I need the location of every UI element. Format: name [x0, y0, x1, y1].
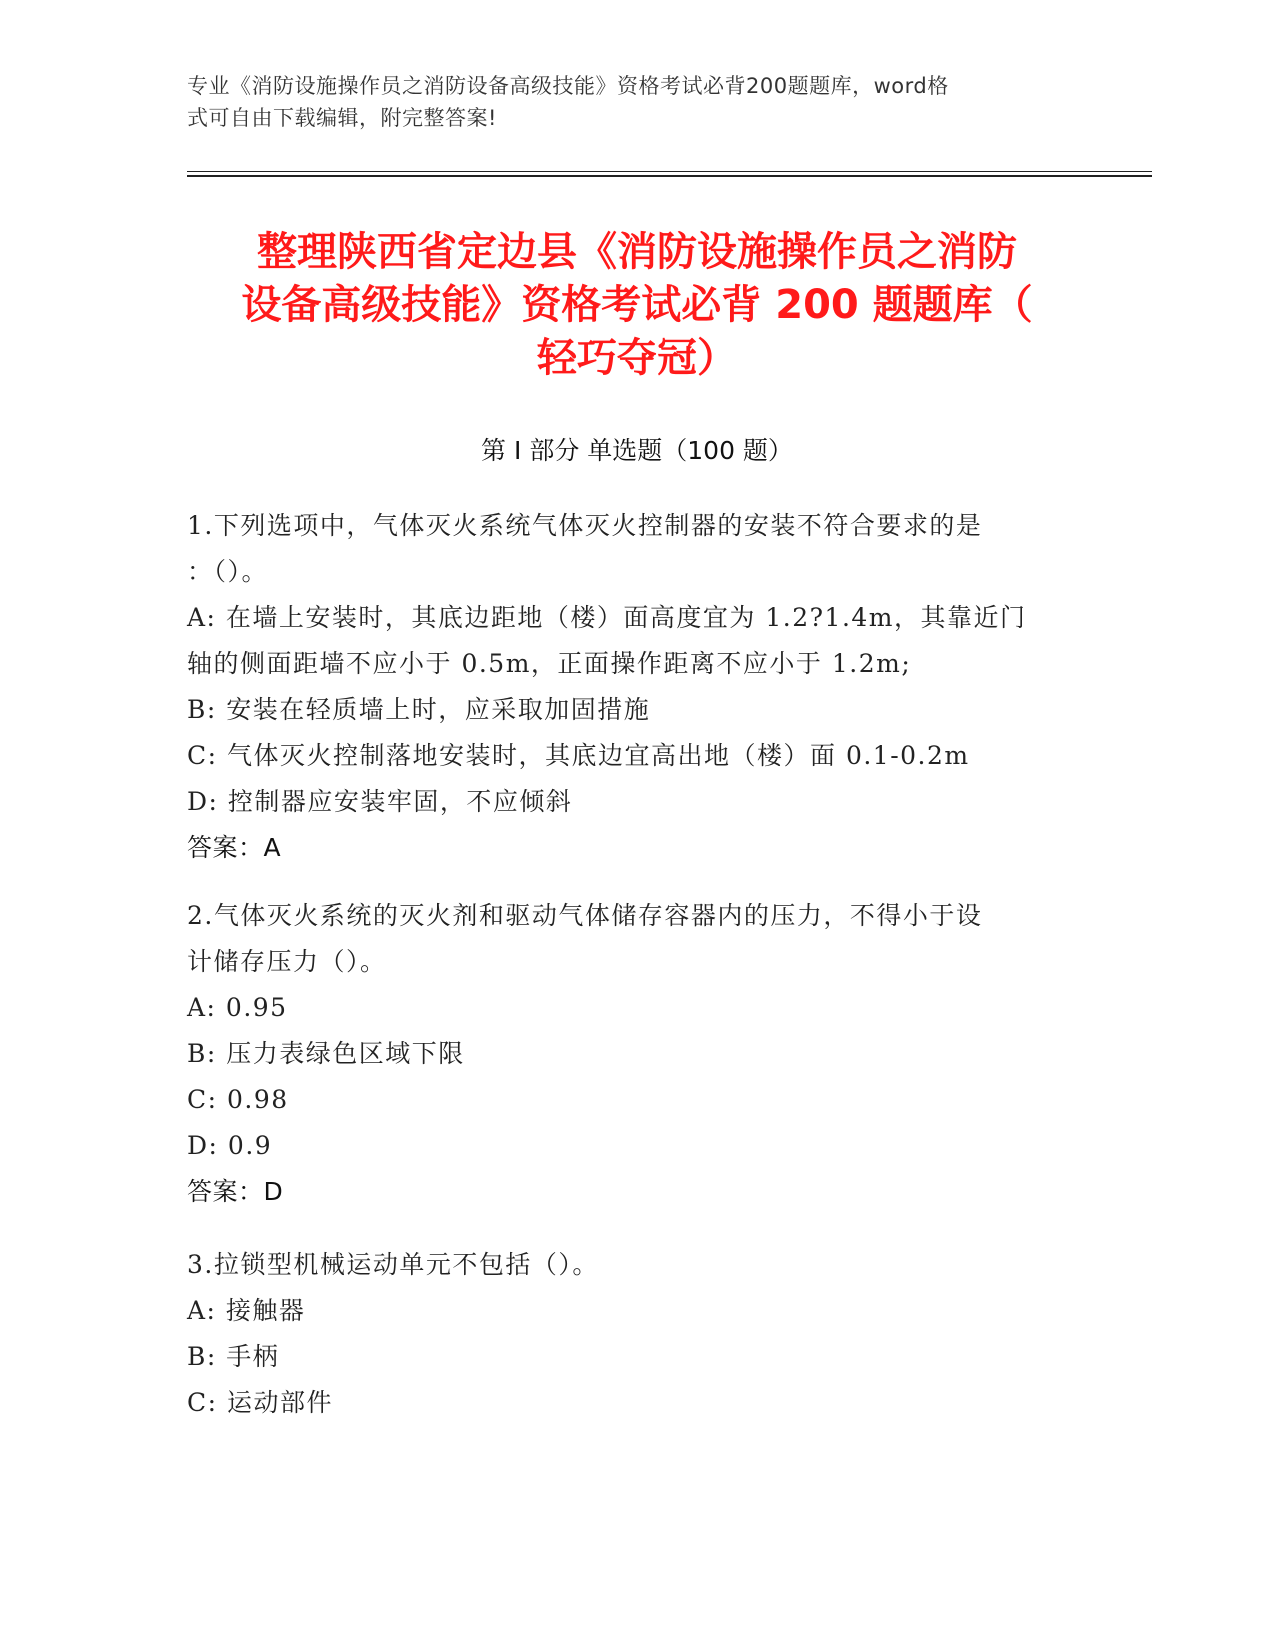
option-c: C: 气体灭火控制落地安装时，其底边宜高出地（楼）面 0.1-0.2m: [187, 741, 970, 770]
document-title: [187, 226, 1087, 385]
header-divider-thick: [187, 175, 1152, 177]
option-b: B: 压力表绿色区域下限: [187, 1039, 465, 1068]
title-line: 整理陕西省定边县《消防设施操作员之消防: [257, 229, 1017, 275]
question-stem: 计储存压力（）。: [187, 947, 387, 976]
option-c: C: 0.98: [187, 1085, 289, 1114]
title-line: 轻巧夺冠）: [537, 335, 737, 381]
header-note: [187, 70, 1067, 134]
question-stem: 1.下列选项中，气体灭火系统气体灭火控制器的安装不符合要求的是: [187, 511, 983, 540]
header-divider-thin: [187, 171, 1152, 172]
option-c: C: 运动部件: [187, 1388, 333, 1417]
section-heading: 第 I 部分 单选题（100 题）: [481, 436, 793, 465]
option-b: B: 安装在轻质墙上时，应采取加固措施: [187, 695, 651, 724]
option-d: D: 0.9: [187, 1131, 273, 1160]
question-1: [187, 503, 1087, 871]
question-2: [187, 893, 1087, 1215]
option-b: B: 手柄: [187, 1342, 280, 1371]
question-3: [187, 1242, 1087, 1426]
title-line: 设备高级技能》资格考试必背 200 题题库（: [241, 282, 1033, 328]
option-a: A: 在墙上安装时，其底边距地（楼）面高度宜为 1.2?1.4m，其靠近门: [187, 603, 1027, 632]
question-stem: ：（）。: [187, 557, 269, 586]
answer: 答案：A: [187, 833, 282, 862]
header-note-line: 专业《消防设施操作员之消防设备高级技能》资格考试必背200题题库，word格: [187, 74, 949, 98]
question-stem: 2.气体灭火系统的灭火剂和驱动气体储存容器内的压力，不得小于设: [187, 901, 983, 930]
answer: 答案：D: [187, 1177, 284, 1206]
header-note-line: 式可自由下载编辑，附完整答案!: [187, 106, 497, 130]
option-a: A: 0.95: [187, 993, 288, 1022]
option-a: A: 接触器: [187, 1296, 306, 1325]
option-d: D: 控制器应安装牢固，不应倾斜: [187, 787, 573, 816]
question-stem: 3.拉锁型机械运动单元不包括（）。: [187, 1250, 599, 1279]
option-a: 轴的侧面距墙不应小于 0.5m，正面操作距离不应小于 1.2m;: [187, 649, 912, 678]
